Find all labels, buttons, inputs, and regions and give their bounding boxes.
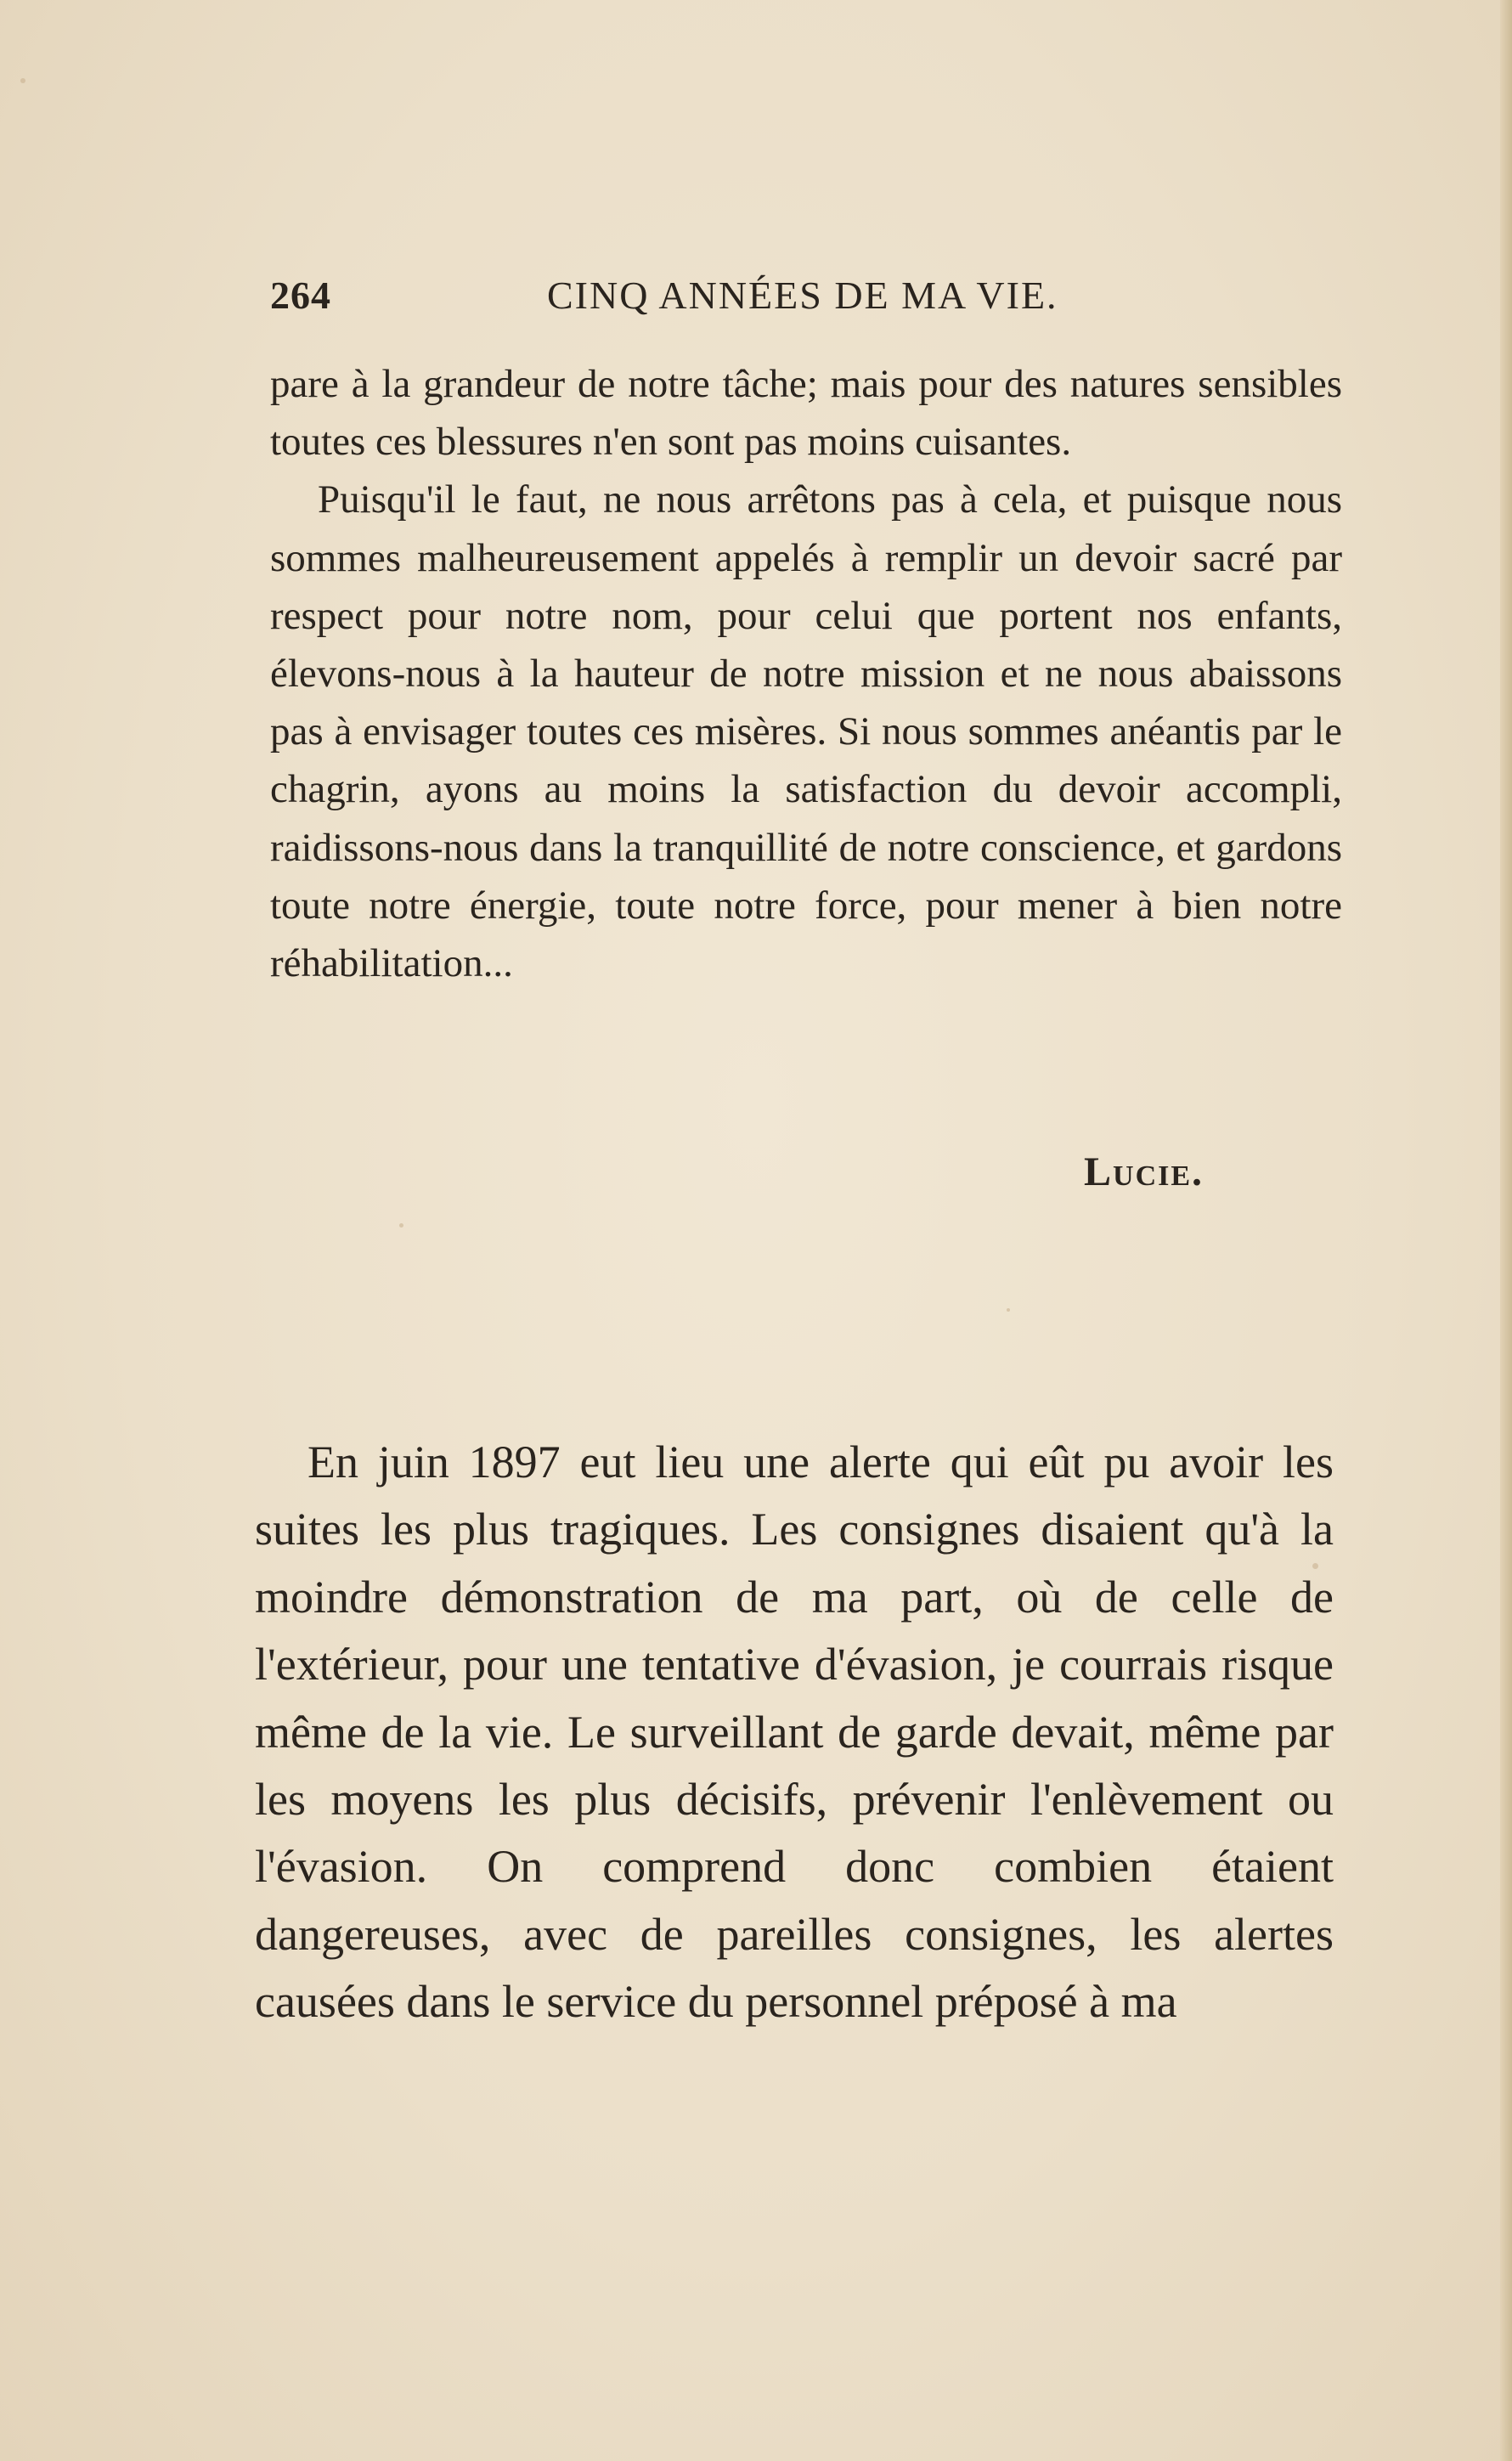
letter-text	[270, 355, 1342, 992]
narrative-text	[255, 1429, 1334, 2036]
page-edge	[1500, 0, 1512, 2461]
letter-paragraph: Puisqu'il le faut, ne nous arrêtons pas à cela, et puisque nous sommes malheureusement appelés à remplir un devoir sacré par respect pour notre nom, pour celui que portent nos enfants, élevons-nous à la hauteur de notre mission et ne nous abaissons pas à envisager toutes ces misères. Si nous sommes anéantis par le chagrin, ayons au moins la satisfaction du devoir accompli, raidissons-nous dans la tranquillité de notre conscience, et gardons toute notre énergie, toute notre force, pour mener à bien notre réhabilitation...	[270, 477, 1342, 986]
narrative-paragraph: En juin 1897 eut lieu une alerte qui eût pu avoir les suites les plus tragiques. Les consignes disaient qu'à la moindre démonstration de ma part, où de celle de l'extérieur, pour une tentative d'évasion, je courrais risque même de la vie. Le surveillant de garde devait, même par les moyens les plus décisifs, prévenir l'enlèvement ou l'évasion. On comprend donc combien étaient dangereuses, avec de pareilles consignes, les alertes causées dans le service du personnel préposé à ma	[255, 1437, 1334, 2028]
paper-speck	[1007, 1308, 1010, 1312]
page-number: 264	[270, 274, 331, 317]
running-title: CINQ ANNÉES DE MA VIE.	[547, 274, 1058, 317]
paper-speck	[20, 78, 25, 83]
signature-name: Lucie.	[1084, 1149, 1205, 1194]
paper-speck	[399, 1223, 403, 1228]
page-header	[270, 270, 1120, 321]
letter-paragraph: pare à la grandeur de notre tâche; mais pour des natures sensibles toutes ces blessures n'en sont pas moins cuisantes.	[270, 362, 1342, 465]
letter-signature	[1084, 1149, 1204, 1195]
